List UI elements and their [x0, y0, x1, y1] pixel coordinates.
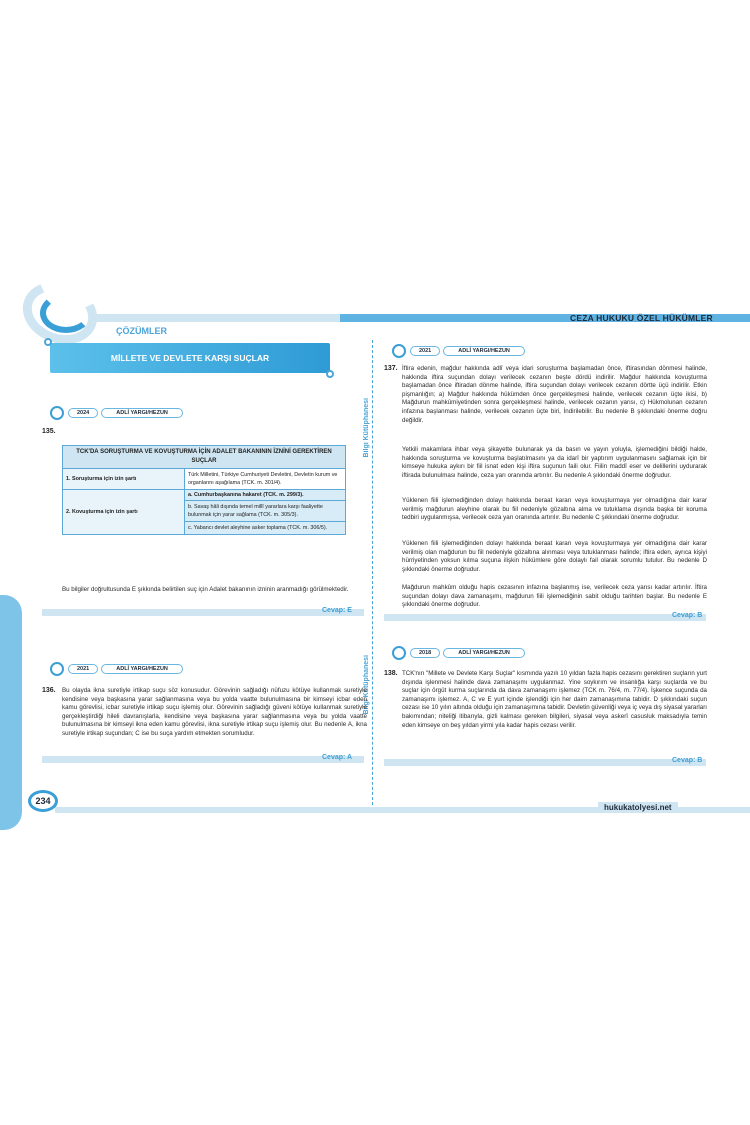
header-title: CEZA HUKUKU ÖZEL HÜKÜMLER — [570, 313, 713, 323]
side-label-lower: Bilgi Kütüphanesi — [363, 655, 370, 715]
answer-band — [384, 614, 706, 621]
answer-paragraph: Yüklenen fiili işlemediğinden dolayı hakkında beraat kararı veya kovuşturmaya yer olmadığına dair karar verilmiş olan mağdurun bu fiil nedeniyle gözaltına alınması veya tutuklanması halinde; iftira eden, ayrıca kişiyi hürriyetinden yoksun kılma suçuna ilişkin hükümlere göre dolaylı fail olarak sorumlu tutulur. Bu nedenle D şıkkındaki önerme doğrudur. — [402, 540, 707, 573]
table-title: TCK'DA SORUŞTURMA VE KOVUŞTURMA İÇİN ADALET BAKANININ İZNİNİ GEREKTİREN SUÇLAR — [63, 446, 346, 469]
answer-band — [42, 609, 364, 616]
search-icon — [50, 406, 64, 420]
question-tag — [392, 647, 525, 659]
side-label: Bilgi Kütüphanesi — [363, 398, 370, 458]
chapter-banner — [50, 343, 330, 373]
question-number: 137. — [384, 365, 398, 372]
decorative-arc-inner — [40, 293, 92, 333]
answer-explanation: Bu olayda ikna suretiyle irtikap suçu söz konusudur. Görevinin sağladığı nüfuzu kötüye kullanmak suretiyle kendisine veya başkasına yarar sağlanmasına veya bu yolda vaatte bulunulmasına bir kimseyi icbar eden kamu görevlisi, icbar suretiyle irtikap suçu işlemiş olur. Görevinin sağladığı güveni kötüye kullanmak suretiyle gerçekleştirdiği hileli davranışlarla, kendisine veya başkasına yarar sağlanmasına veya bu yolda vaatte bulunulmasına bir kimseyi ikna eden kamu görevlisi, ikna suretiyle irtikap suçu işlemiş olur. Bu nedenle A, ikna suretiyle irtikap suçundan; C ise bu suça yardım etmekten sorumludur. — [62, 687, 367, 737]
banner-dot-icon — [44, 338, 52, 346]
search-icon — [392, 646, 406, 660]
question-kind: ADLİ YARGI/HEZUN — [101, 664, 183, 674]
site-link[interactable]: hukukatolyesi.net — [598, 802, 678, 813]
answer-label: Cevap: A — [322, 754, 353, 761]
question-tag — [50, 663, 183, 675]
permission-table — [62, 445, 346, 535]
table-cell: Türk Milletini, Türkiye Cumhuriyeti Devletini, Devletin kurum ve organlarını aşağılama (TCK. m. 301/4). — [185, 469, 346, 490]
search-icon — [392, 344, 406, 358]
answer-explanation: Bu bilgiler doğrultusunda E şıkkında belirtilen suç için Adalet bakanının izninin aranmadığı görülmektedir. — [62, 586, 349, 593]
answer-label: Cevap: B — [672, 757, 703, 764]
answer-label: Cevap: E — [322, 607, 352, 614]
question-tag — [392, 345, 525, 357]
page-number: 234 — [28, 790, 58, 812]
question-kind: ADLİ YARGI/HEZUN — [443, 648, 525, 658]
chapter-title: MİLLETE VE DEVLETE KARŞI SUÇLAR — [110, 353, 270, 363]
answer-band — [384, 759, 706, 766]
page-edge-tab — [0, 595, 22, 830]
answer-paragraph: Yüklenen fiili işlemediğinden dolayı hakkında beraat kararı veya kovuşturmaya yer olmadığına dair karar verilmiş mağdurun aleyhine olarak bu fiil nedeniyle gözaltına alma ve tutuklama dışında başka bir koruma tedbiri uygulanmışsa, verilecek ceza yarı oranında artırılır. Bu nedenle C şıkkındaki önerme doğrudur. — [402, 497, 707, 522]
question-kind: ADLİ YARGI/HEZUN — [443, 346, 525, 356]
question-number: 138. — [384, 670, 398, 677]
table-row-label: 2. Kovuşturma için izin şartı — [63, 490, 185, 535]
answer-paragraph: Mağdurun mahkûm olduğu hapis cezasının infazına başlanmış ise, verilecek ceza yarısı kadar artırılır. İftira suçundan dolayı dava zamanaşımı, mağdurun fiili işlemediğinin sabit olduğu tarihten başlar. Bu nedenle E şıkkındaki önerme doğrudur. — [402, 584, 707, 609]
answer-explanation: TCK'nın "Millete ve Devlete Karşı Suçlar" kısmında yazılı 10 yıldan fazla hapis cezasını gerektiren suçların yurt dışında işlenmesi halinde dava zamanaşımı uygulanmaz. Yine soykırım ve insanlığa karşı suçlarda ve bu suçlar için örgüt kurma suçlarında da dava zamanaşımı işlemez (TCK m. 76/4, m. 77/4). İşkence suçunda da zamanaşımı işlemez. A, C ve E yurt içinde işlendiği için her daim zamanaşımına tabidir. D şıkkındaki suçun cezası ise 10 yılın altında olduğu için zamanaşımına tabidir. Devletin güvenliği veya iç veya dış siyasal yararları bakımından; niteliği itibarıyla, gizli kalması gereken bilgileri, siyasal veya askerî casusluk maksadıyla temin eden kimseye on beş yıldan yirmi yıla kadar hapis cezası verilir. — [402, 670, 707, 729]
question-kind: ADLİ YARGI/HEZUN — [101, 408, 183, 418]
question-year: 2021 — [410, 346, 440, 356]
question-year: 2021 — [68, 664, 98, 674]
question-tag — [50, 407, 183, 419]
table-cell: a. Cumhurbaşkanına hakaret (TCK. m. 299/3). — [185, 490, 346, 501]
answer-band — [42, 756, 364, 763]
banner-dot-icon — [326, 370, 334, 378]
column-divider — [372, 340, 373, 810]
question-year: 2024 — [68, 408, 98, 418]
table-row-label: 1. Soruşturma için izin şartı — [63, 469, 185, 490]
table-cell: b. Savaş hâli dışında temel millî yararlara karşı faaliyette bulunmak için yarar sağlama (TCK. m. 305/3). — [185, 501, 346, 522]
question-number: 135. — [42, 428, 56, 435]
search-icon — [50, 662, 64, 676]
question-number: 136. — [42, 687, 56, 694]
answer-paragraph: İftira edenin, mağdur hakkında adlî veya idari soruşturma başlamadan önce, iftirasından dönmesi halinde, hakkında iftira suçundan dolayı verilecek cezanın beşte dördü indirilir. Mağdur hakkında kovuşturma başlamadan önce iftiradan dönme halinde, iftira suçundan dolayı verilecek cezanın dörtte üçü indirilir. Etkin pişmanlığın; a) Mağdur hakkında hükümden önce gerçekleşmesi halinde, verilecek cezanın üçte ikisi, b) Mağdurun mahkûmiyetinden sonra gerçekleşmesi halinde, verilecek cezanın yarısı, c) Hükmolunan cezanın infazına başlanması halinde, verilecek cezanın üçte biri, İndirilebilir. Bu nedenle B şıkkındaki önerme doğru değildir. — [402, 365, 707, 424]
table-cell: c. Yabancı devlet aleyhine asker toplama (TCK. m. 306/5). — [185, 522, 346, 535]
answer-label: Cevap: B — [672, 612, 703, 619]
question-year: 2018 — [410, 648, 440, 658]
answer-paragraph: Yetkili makamlara ihbar veya şikayette bulunarak ya da basın ve yayın yoluyla, işlemediğini bildiği halde, hakkında soruşturma ve kovuşturma başlatılmasını ya da idarî bir yaptırım uygulanmasını sağlamak için bir kimseye hukuka aykırı bir fiil isnat eden kişi iftira suçunun faili olur. Fiilin maddî eser ve delillerini uydurarak iftirada bulunulması halinde, ceza yarı oranında artırılır. Bu nedenle A şıkkındaki önerme doğrudur. — [402, 446, 707, 479]
section-label: ÇÖZÜMLER — [116, 326, 167, 336]
